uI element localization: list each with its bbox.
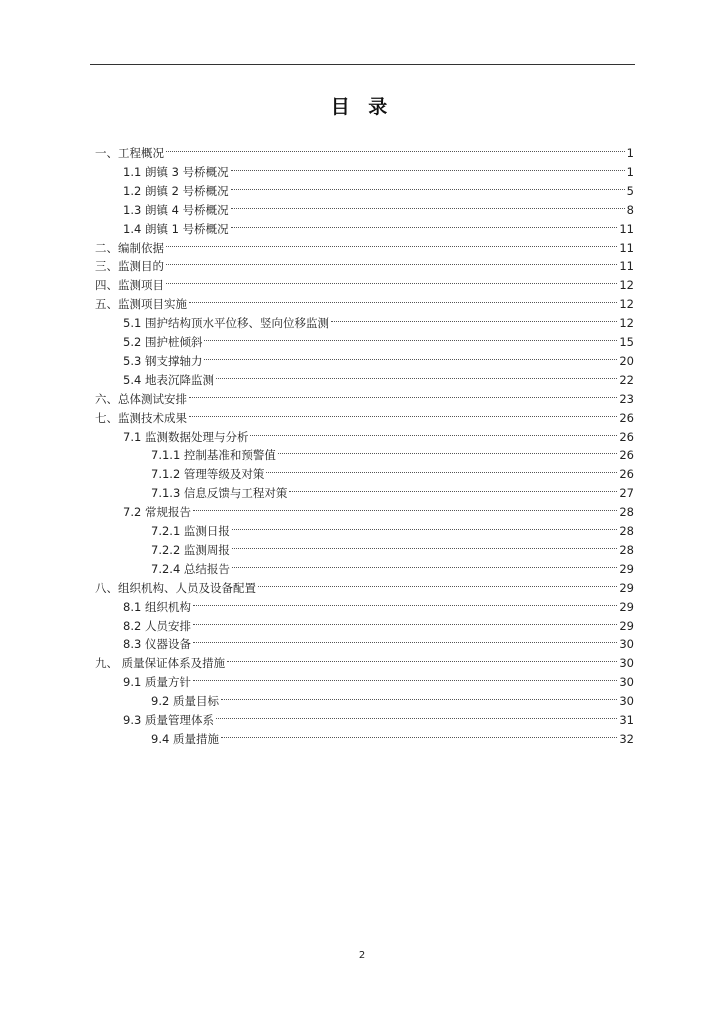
toc-leader-dots [266, 453, 617, 473]
toc-entry-label: 8.3 仪器设备 [123, 637, 191, 652]
toc-entry-page: 12 [619, 297, 634, 312]
toc-leader-dots [227, 642, 617, 662]
toc-entry-page: 29 [619, 580, 634, 595]
toc-leader-dots [289, 472, 617, 492]
toc-leader-dots [204, 321, 617, 341]
toc-entry-label: 八、组织机构、人员及设备配置 [95, 580, 256, 595]
toc-entry-label: 7.2.1 监测日报 [151, 524, 230, 538]
toc-entry-label: 9.2 质量目标 [151, 694, 219, 709]
toc-entry[interactable] [151, 723, 634, 746]
toc-entry-label: 7.2.4 总结报告 [151, 561, 230, 576]
toc-entry-label: 七、监测技术成果 [95, 410, 187, 425]
toc-entry-page: 30 [619, 675, 634, 690]
toc-entry-label: 1.4 朗镇 1 号桥概况 [123, 221, 229, 236]
toc-leader-dots [331, 302, 617, 322]
toc-entry-page: 29 [619, 561, 634, 576]
toc-leader-dots [216, 359, 617, 379]
toc-leader-dots [231, 170, 625, 190]
toc-title: 目 录 [330, 96, 394, 118]
toc-leader-dots [232, 510, 617, 530]
page-number: 2 [358, 950, 366, 961]
toc-leader-dots [166, 227, 617, 247]
toc-leader-dots [166, 245, 617, 265]
toc-entry-page: 1 [626, 164, 634, 179]
toc-entry-label: 9.3 质量管理体系 [123, 713, 214, 727]
toc-leader-dots [193, 491, 617, 511]
toc-entry-label: 9.1 质量方针 [123, 675, 191, 690]
toc-entry-page: 30 [619, 656, 634, 671]
toc-leader-dots [216, 699, 617, 719]
toc-entry-label: 5.4 地表沉降监测 [123, 372, 214, 387]
toc-entry-page: 26 [619, 448, 634, 463]
toc-leader-dots [189, 397, 617, 417]
toc-entry-page: 12 [619, 316, 634, 331]
toc-entry-page: 5 [626, 183, 634, 198]
toc-entry-page: 23 [619, 391, 634, 406]
toc-entry-label: 5.3 钢支撑轴力 [123, 353, 203, 368]
toc-entry-page: 1 [626, 146, 634, 160]
toc-entry-label: 三、监测目的 [95, 259, 164, 274]
toc-leader-dots [204, 340, 617, 360]
toc-entry-page: 32 [619, 731, 634, 746]
toc-entry-page: 8 [626, 202, 634, 217]
toc-leader-dots [232, 548, 617, 568]
toc-entry-page: 30 [619, 637, 634, 652]
toc-entry-page: 28 [619, 505, 634, 520]
toc-entry-page: 31 [619, 713, 634, 727]
toc-entry-page: 20 [619, 353, 634, 368]
toc-leader-dots [193, 586, 617, 606]
toc-entry-page: 26 [619, 467, 634, 482]
toc-entry-page: 27 [619, 486, 634, 501]
toc-entry-label: 九、 质量保证体系及措施 [95, 656, 226, 671]
toc-entry-label: 9.4 质量措施 [151, 731, 219, 746]
toc-leader-dots [166, 132, 625, 152]
toc-entry-label: 7.2.2 监测周报 [151, 542, 230, 557]
toc-entry-label: 5.2 围护桩倾斜 [123, 335, 203, 349]
toc-entry-label: 1.1 朗镇 3 号桥概况 [123, 164, 229, 179]
toc-entry-label: 7.1.1 控制基准和预警值 [151, 448, 276, 463]
toc-entry-label: 二、编制依据 [95, 240, 164, 255]
toc-entry-page: 28 [619, 542, 634, 557]
toc-entry-label: 1.3 朗镇 4 号桥概况 [123, 202, 229, 217]
toc-entry-page: 11 [619, 259, 634, 274]
toc-entry-label: 5.1 围护结构顶水平位移、竖向位移监测 [123, 316, 329, 331]
toc-leader-dots [189, 378, 617, 398]
toc-entry-page: 11 [619, 240, 634, 255]
toc-entry-label: 7.1 监测数据处理与分析 [123, 429, 249, 444]
toc-entry-page: 28 [619, 524, 634, 538]
toc-leader-dots [231, 151, 625, 171]
toc-entry-page: 30 [619, 694, 634, 709]
toc-entry-page: 11 [619, 221, 634, 236]
toc-entry-label: 8.1 组织机构 [123, 599, 191, 614]
toc-entry-label: 1.2 朗镇 2 号桥概况 [123, 183, 229, 198]
toc-entry-page: 29 [619, 618, 634, 633]
toc-leader-dots [221, 680, 617, 700]
toc-leader-dots [250, 416, 617, 436]
toc-leader-dots [278, 434, 617, 454]
toc-entry-label: 一、工程概况 [95, 146, 164, 160]
toc-entry-label: 8.2 人员安排 [123, 618, 191, 633]
toc-leader-dots [193, 605, 617, 625]
header-rule [90, 64, 635, 65]
toc-entry-page: 26 [619, 410, 634, 425]
toc-leader-dots [221, 718, 617, 738]
toc-entry-label: 7.1.3 信息反馈与工程对策 [151, 486, 288, 501]
toc-entry-page: 22 [619, 372, 634, 387]
toc-entry-page: 26 [619, 429, 634, 444]
toc-entry-label: 7.2 常规报告 [123, 505, 191, 520]
toc-entry-label: 五、监测项目实施 [95, 297, 187, 312]
toc-leader-dots [231, 208, 618, 228]
toc-entry-page: 29 [619, 599, 634, 614]
toc-leader-dots [231, 189, 625, 209]
toc-entry-label: 四、监测项目 [95, 278, 164, 293]
toc-entry-label: 六、总体测试安排 [95, 391, 187, 406]
toc-leader-dots [232, 529, 617, 549]
toc-entry-page: 12 [619, 278, 634, 293]
toc-leader-dots [166, 264, 617, 284]
toc-leader-dots [189, 283, 617, 303]
toc-entry-page: 15 [619, 335, 634, 349]
toc-leader-dots [193, 661, 617, 681]
toc-leader-dots [193, 623, 617, 643]
toc-leader-dots [258, 567, 617, 587]
toc-entry-label: 7.1.2 管理等级及对策 [151, 467, 265, 482]
